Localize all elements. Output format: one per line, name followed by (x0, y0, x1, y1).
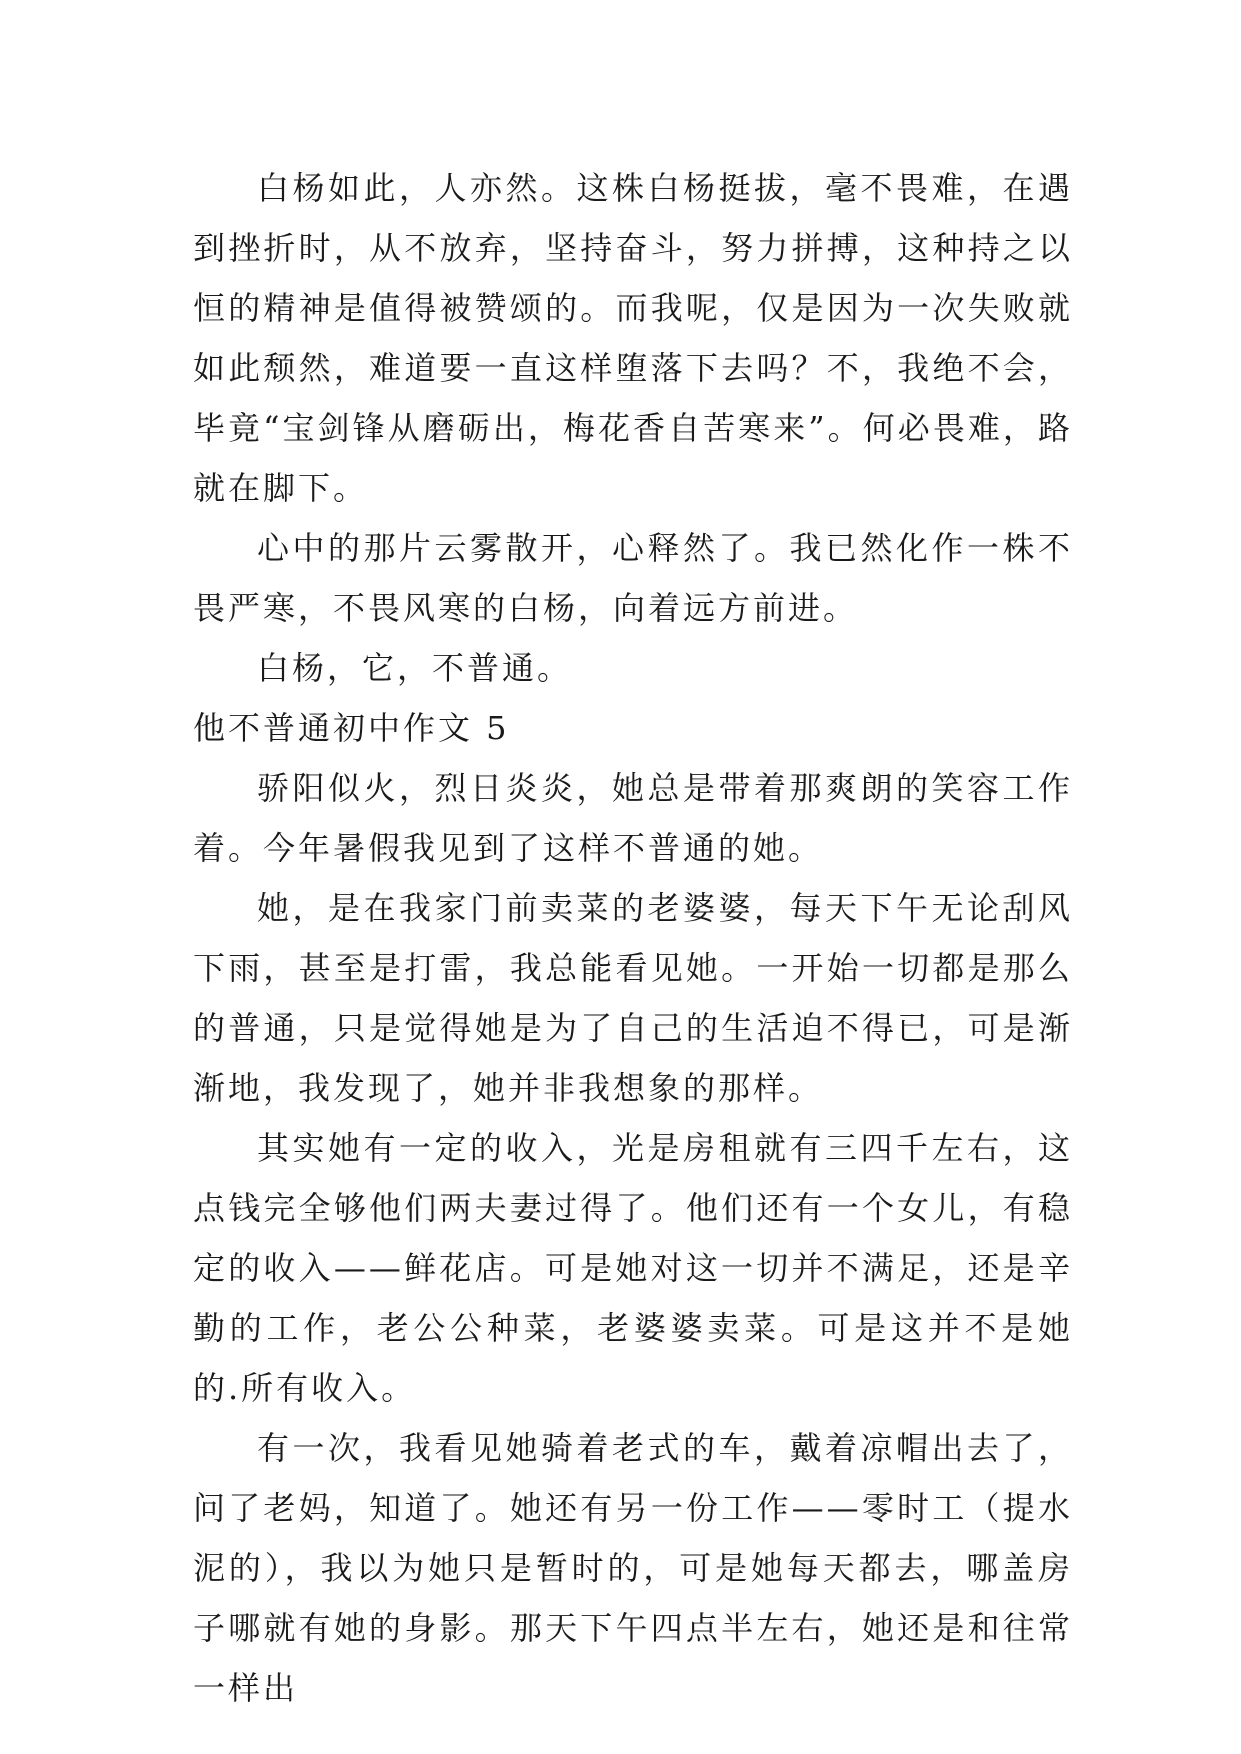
paragraph: 骄阳似火，烈日炎炎，她总是带着那爽朗的笑容工作着。今年暑假我见到了这样不普通的她。 (193, 769, 1073, 867)
paragraph: 她，是在我家门前卖菜的老婆婆，每天下午无论刮风下雨，甚至是打雷，我总能看见她。一开始一切都是那么的普通，只是觉得她是为了自己的生活迫不得已，可是渐渐地，我发现了，她并非我想象的那样。 (193, 889, 1073, 1107)
paragraph: 心中的那片云雾散开，心释然了。我已然化作一株不畏严寒，不畏风寒的白杨，向着远方前进。 (193, 529, 1073, 627)
paragraph: 白杨，它，不普通。 (257, 649, 573, 687)
section-title: 他不普通初中作文 5 (193, 709, 510, 747)
paragraph: 其实她有一定的收入，光是房租就有三四千左右，这点钱完全够他们两夫妻过得了。他们还有一个女儿，有稳定的收入——鲜花店。可是她对这一切并不满足，还是辛勤的工作，老公公种菜，老婆婆卖菜。可是这并不是她的.所有收入。 (193, 1129, 1073, 1407)
document-body (193, 158, 1073, 1718)
paragraph: 有一次，我看见她骑着老式的车，戴着凉帽出去了，问了老妈，知道了。她还有另一份工作——零时工（提水泥的），我以为她只是暂时的，可是她每天都去，哪盖房子哪就有她的身影。那天下午四点半左右，她还是和往常一样出 (193, 1429, 1073, 1707)
paragraph: 白杨如此，人亦然。这株白杨挺拔，毫不畏难，在遇到挫折时，从不放弃，坚持奋斗，努力拼搏，这种持之以恒的精神是值得被赞颂的。而我呢，仅是因为一次失败就如此颓然，难道要一直这样堕落下去吗？不，我绝不会，毕竟“宝剑锋从磨砺出，梅花香自苦寒来”。何必畏难，路就在脚下。 (193, 169, 1073, 507)
